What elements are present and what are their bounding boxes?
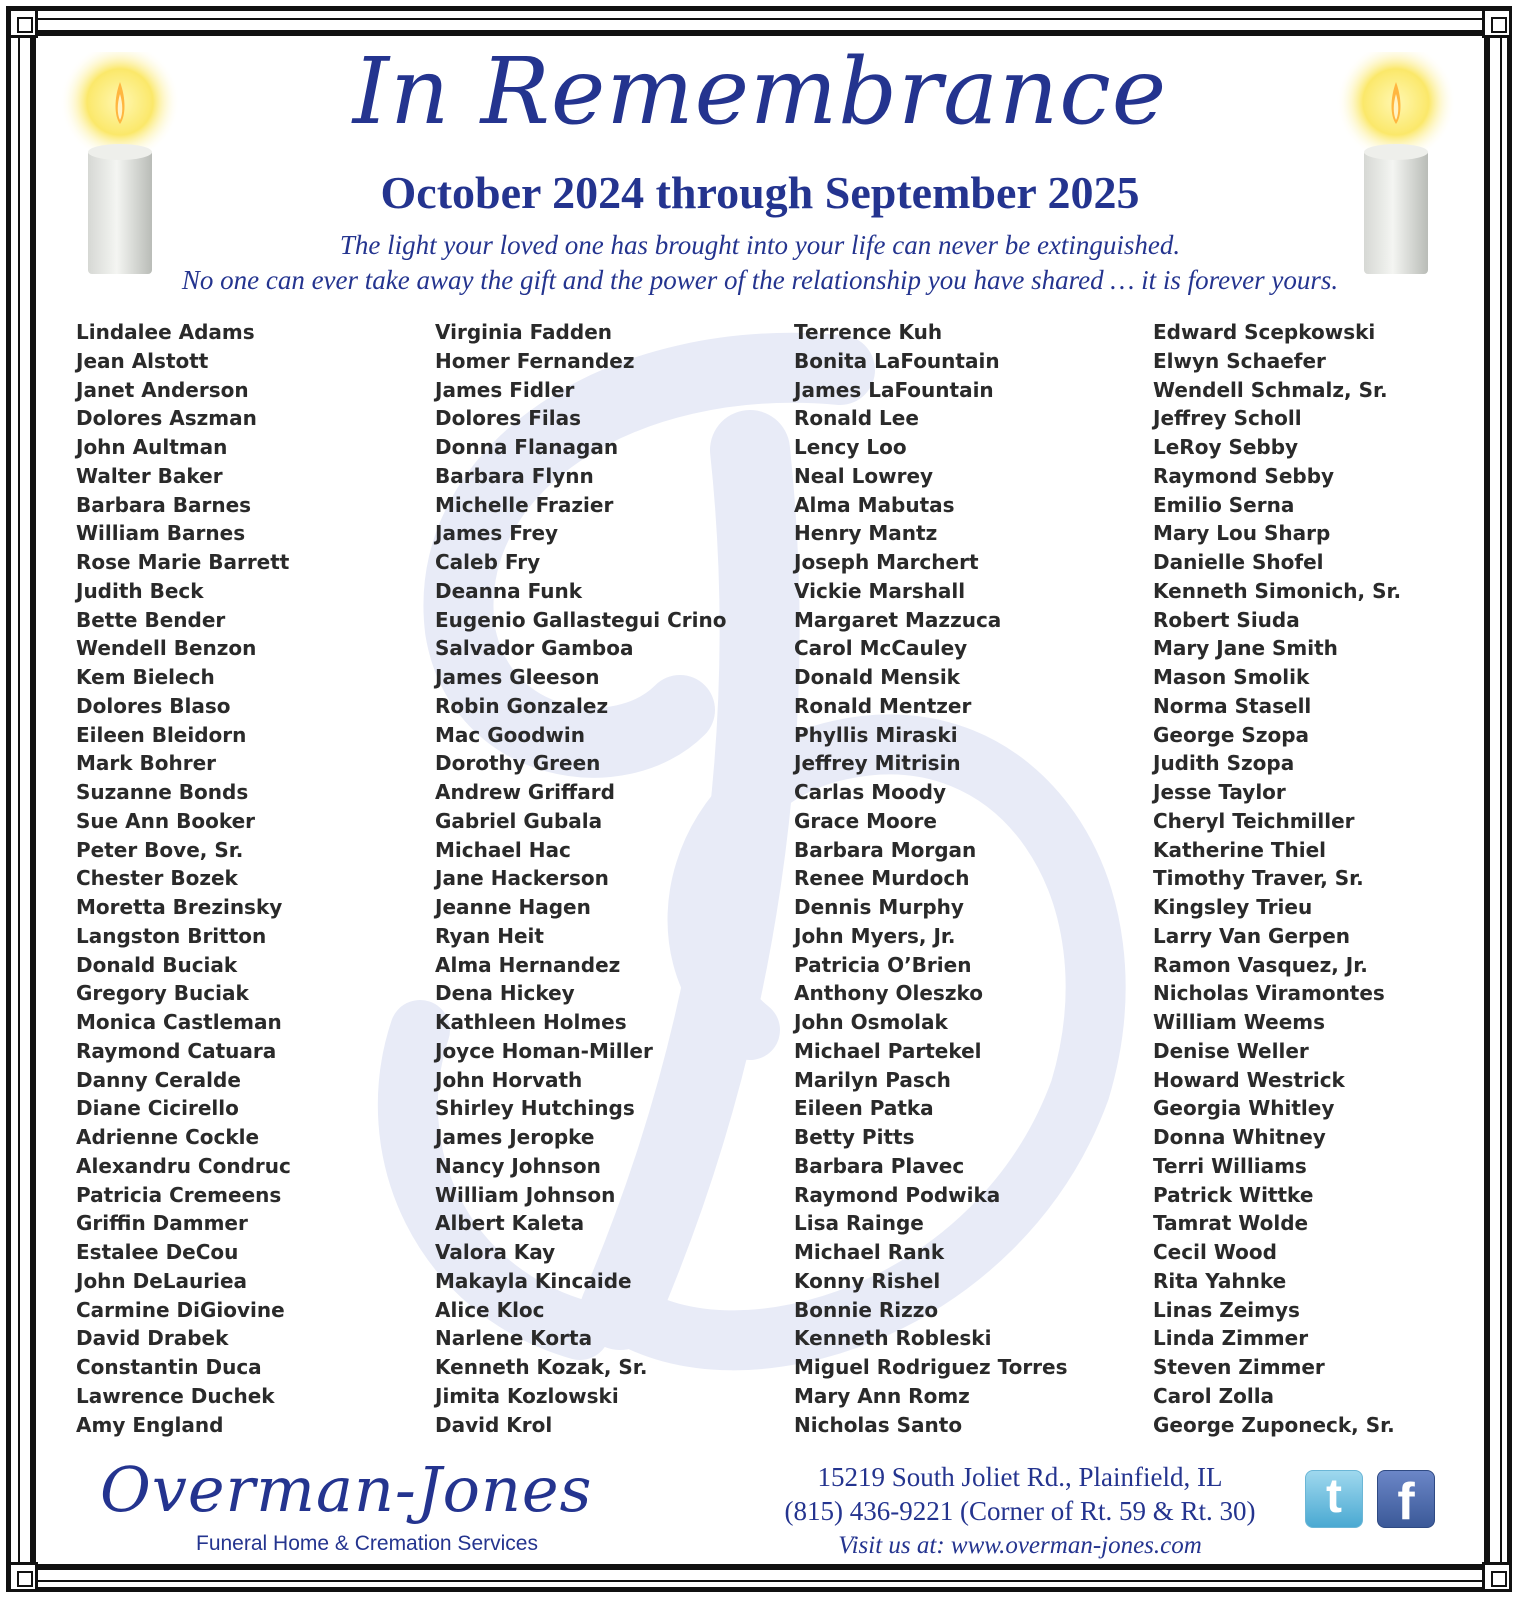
memorial-name: Terrence Kuh	[794, 320, 943, 344]
corner-ornament	[1482, 8, 1512, 38]
address: 15219 South Joliet Rd., Plainfield, IL	[817, 1462, 1223, 1492]
memorial-name: Jean Alstott	[76, 348, 209, 373]
memorial-name: Narlene Korta	[435, 1326, 593, 1351]
memorial-name: Margaret Mazzuca	[794, 607, 1002, 632]
memorial-name: Griffin Dammer	[76, 1211, 248, 1236]
memorial-name: Dolores Blaso	[76, 693, 231, 718]
date-range: October 2024 through September 2025	[380, 167, 1140, 218]
memorial-name: Jesse Taylor	[1153, 780, 1286, 804]
memorial-name: Lawrence Duchek	[76, 1383, 275, 1408]
memorial-name: Eugenio Gallastegui Crino	[435, 607, 727, 632]
memorial-name: Robert Siuda	[1153, 607, 1300, 632]
memorial-name: Janet Anderson	[76, 377, 249, 402]
memorial-name: Betty Pitts	[794, 1125, 915, 1149]
memorial-name: Jeffrey Scholl	[1153, 406, 1302, 431]
memorial-name: Mark Bohrer	[76, 751, 217, 776]
memorial-name: Alma Mabutas	[794, 492, 955, 517]
memorial-name: Mac Goodwin	[435, 722, 585, 747]
memorial-name: Eileen Bleidorn	[76, 722, 247, 747]
memorial-name: John DeLauriea	[76, 1268, 248, 1293]
memorial-name: Raymond Podwika	[794, 1182, 1001, 1207]
memorial-name: Eileen Patka	[794, 1096, 934, 1121]
memorial-name: Adrienne Cockle	[76, 1125, 260, 1149]
memorial-name: Makayla Kincaide	[435, 1268, 632, 1293]
memorial-name: James Jeropke	[435, 1125, 595, 1149]
memorial-name: Carol Zolla	[1153, 1383, 1275, 1408]
memorial-name: Suzanne Bonds	[76, 780, 249, 804]
memorial-name: Donald Mensik	[794, 665, 960, 689]
memorial-name: Alexandru Condruc	[76, 1153, 291, 1178]
facebook-glyph: f	[1397, 1473, 1415, 1531]
memorial-name: James Gleeson	[435, 665, 600, 689]
memorial-name: Mary Ann Romz	[794, 1383, 970, 1408]
memorial-name: Mary Jane Smith	[1153, 636, 1338, 661]
memorial-name: Robin Gonzalez	[435, 693, 609, 718]
memorial-name: Barbara Barnes	[76, 492, 252, 517]
memorial-name: Kenneth Robleski	[794, 1326, 992, 1351]
memorial-name: Chester Bozek	[76, 866, 238, 891]
memorial-name: Renee Murdoch	[794, 866, 970, 891]
memorial-name: Kenneth Kozak, Sr.	[435, 1355, 648, 1379]
contact-info	[740, 1460, 1300, 1564]
memorial-name: Mason Smolik	[1153, 665, 1310, 689]
phone-line: (815) 436-9221 (Corner of Rt. 59 & Rt. 30)	[784, 1496, 1256, 1526]
memorial-name: Dennis Murphy	[794, 895, 964, 919]
memorial-name: Mary Lou Sharp	[1153, 521, 1331, 546]
memorial-name: Konny Rishel	[794, 1268, 941, 1293]
memorial-name: Emilio Serna	[1153, 492, 1295, 517]
memorial-name: Peter Bove, Sr.	[76, 837, 244, 862]
memorial-name: John Osmolak	[794, 1010, 948, 1034]
memorial-name: Judith Beck	[76, 578, 204, 603]
twitter-glyph: t	[1326, 1470, 1342, 1523]
memorial-name: Henry Mantz	[794, 521, 938, 546]
memorial-name: Wendell Benzon	[76, 636, 257, 661]
memorial-name: Marilyn Pasch	[794, 1067, 951, 1092]
memorial-name: Bonita LaFountain	[794, 348, 1000, 373]
memorial-name: Katherine Thiel	[1153, 837, 1326, 862]
memorial-name: Steven Zimmer	[1153, 1355, 1325, 1379]
memorial-name: Phyllis Miraski	[794, 722, 958, 747]
memorial-name: LeRoy Sebby	[1153, 435, 1299, 459]
corner-ornament	[1482, 1562, 1512, 1592]
memorial-name: Denise Weller	[1153, 1038, 1309, 1063]
memorial-name: John Horvath	[435, 1067, 583, 1092]
memorial-name: James LaFountain	[794, 377, 994, 402]
memorial-name: Dena Hickey	[435, 981, 575, 1006]
memorial-name: Jeanne Hagen	[435, 895, 591, 919]
memorial-name: Patricia Cremeens	[76, 1182, 282, 1207]
memorial-name: Danielle Shofel	[1153, 550, 1324, 574]
names-column	[1153, 318, 1476, 1444]
memorial-name: Homer Fernandez	[435, 348, 635, 373]
memorial-name: Nicholas Santo	[794, 1412, 963, 1437]
memorial-name: Diane Cicirello	[76, 1096, 239, 1121]
logo-subtitle: Funeral Home & Cremation Services	[196, 1532, 538, 1555]
memorial-name: Virginia Fadden	[435, 320, 612, 344]
website-link[interactable]: Visit us at: www.overman-jones.com	[838, 1532, 1202, 1559]
memorial-name: Shirley Hutchings	[435, 1096, 635, 1121]
memorial-name: John Myers, Jr.	[794, 923, 956, 948]
funeral-home-logo	[100, 1450, 700, 1555]
memorial-name: Lency Loo	[794, 435, 907, 459]
memorial-name: Estalee DeCou	[76, 1240, 239, 1264]
memorial-name: Grace Moore	[794, 808, 937, 833]
memorial-name: Cecil Wood	[1153, 1240, 1277, 1264]
memorial-name: George Szopa	[1153, 722, 1310, 747]
memorial-name: Carmine DiGiovine	[76, 1297, 285, 1322]
memorial-name: Elwyn Schaefer	[1153, 348, 1326, 373]
memorial-name: Kem Bielech	[76, 665, 215, 689]
memorial-name: Nancy Johnson	[435, 1153, 601, 1178]
memorial-name: Kingsley Trieu	[1153, 895, 1313, 919]
memorial-name: William Johnson	[435, 1182, 616, 1207]
names-column	[435, 318, 794, 1444]
memorial-name: Wendell Schmalz, Sr.	[1153, 377, 1388, 402]
memorial-name: Lindalee Adams	[76, 320, 255, 344]
memorial-name: Nicholas Viramontes	[1153, 981, 1385, 1006]
names-column	[76, 318, 435, 1444]
memorial-name: Cheryl Teichmiller	[1153, 808, 1355, 833]
quote-line: No one can ever take away the gift and the power of the relationship you have shared … it is forever yours.	[181, 265, 1339, 295]
memorial-name: Gabriel Gubala	[435, 808, 603, 833]
memorial-name: Donald Buciak	[76, 952, 238, 977]
memorial-name: Bette Bender	[76, 607, 226, 632]
memorial-name: Edward Scepkowski	[1153, 320, 1376, 344]
memorial-name: Albert Kaleta	[435, 1211, 585, 1236]
memorial-name: James Fidler	[435, 377, 575, 402]
memorial-name: Timothy Traver, Sr.	[1153, 866, 1364, 891]
memorial-name: Michael Rank	[794, 1240, 945, 1264]
memorial-name: Barbara Plavec	[794, 1153, 965, 1178]
memorial-name: Caleb Fry	[435, 550, 541, 574]
memorial-name: James Frey	[435, 521, 559, 546]
corner-ornament	[8, 1562, 38, 1592]
memorial-name: William Weems	[1153, 1010, 1326, 1034]
memorial-name: Langston Britton	[76, 923, 267, 948]
memorial-name: Walter Baker	[76, 463, 223, 488]
memorial-name: Vickie Marshall	[794, 578, 966, 603]
memorial-name: Georgia Whitley	[1153, 1096, 1335, 1121]
memorial-name: Bonnie Rizzo	[794, 1297, 939, 1322]
memorial-name: Lisa Rainge	[794, 1211, 924, 1236]
memorial-name: Joseph Marchert	[794, 550, 979, 574]
memorial-name: Anthony Oleszko	[794, 981, 983, 1006]
memorial-name: Norma Stasell	[1153, 693, 1312, 718]
memorial-name: Judith Szopa	[1153, 751, 1295, 776]
memorial-name: Tamrat Wolde	[1153, 1211, 1309, 1236]
memorial-name: Kenneth Simonich, Sr.	[1153, 578, 1402, 603]
memorial-name: Neal Lowrey	[794, 463, 934, 488]
memorial-name: Dolores Aszman	[76, 406, 257, 431]
memorial-name: Kathleen Holmes	[435, 1010, 627, 1034]
memorial-name: Danny Ceralde	[76, 1067, 241, 1092]
memorial-name: Rose Marie Barrett	[76, 550, 290, 574]
memorial-name: Ryan Heit	[435, 923, 544, 948]
memorial-name: Rita Yahnke	[1153, 1268, 1287, 1293]
memorial-name: Ronald Lee	[794, 406, 919, 431]
memorial-name: Michael Hac	[435, 837, 571, 862]
logo-wordmark: Overman-Jones	[100, 1453, 593, 1526]
memorial-name: Gregory Buciak	[76, 981, 249, 1006]
memorial-name: David Krol	[435, 1412, 553, 1437]
memorial-name: Constantin Duca	[76, 1355, 262, 1379]
memorial-name: William Barnes	[76, 521, 246, 546]
memorial-name: Howard Westrick	[1153, 1067, 1345, 1092]
memorial-name: Jane Hackerson	[435, 866, 609, 891]
corner-ornament	[8, 8, 38, 38]
memorial-name: Ramon Vasquez, Jr.	[1153, 952, 1368, 977]
names-column	[794, 318, 1153, 1444]
memorial-name: Terri Williams	[1153, 1153, 1307, 1178]
memorial-name: John Aultman	[76, 435, 228, 459]
memorial-name: Linas Zeimys	[1153, 1297, 1300, 1322]
memorial-name: Andrew Griffard	[435, 780, 615, 804]
memorial-name: Alma Hernandez	[435, 952, 621, 977]
facebook-icon[interactable]	[1377, 1470, 1435, 1531]
memorial-name: Patrick Wittke	[1153, 1182, 1314, 1207]
memorial-name: Miguel Rodriguez Torres	[794, 1355, 1068, 1379]
memorial-name: Deanna Funk	[435, 578, 583, 603]
memorial-name: Monica Castleman	[76, 1010, 282, 1034]
memorial-name: Michael Partekel	[794, 1038, 982, 1063]
memorial-name: Carol McCauley	[794, 636, 968, 661]
memorial-name: Alice Kloc	[435, 1297, 545, 1322]
names-list	[76, 318, 1476, 1444]
memorial-name: David Drabek	[76, 1326, 229, 1351]
memorial-name: Joyce Homan-Miller	[435, 1038, 653, 1063]
memorial-name: Dolores Filas	[435, 406, 582, 431]
memorial-name: Donna Whitney	[1153, 1125, 1326, 1149]
memorial-name: Barbara Flynn	[435, 463, 594, 488]
memorial-name: Donna Flanagan	[435, 435, 619, 459]
memorial-name: Raymond Sebby	[1153, 463, 1335, 488]
memorial-name: Salvador Gamboa	[435, 636, 634, 661]
memorial-name: Linda Zimmer	[1153, 1326, 1309, 1351]
page-title: In Remembrance	[352, 38, 1168, 145]
memorial-name: Dorothy Green	[435, 751, 601, 776]
memorial-name: Michelle Frazier	[435, 492, 614, 517]
memorial-name: George Zuponeck, Sr.	[1153, 1412, 1395, 1437]
memorial-name: Raymond Catuara	[76, 1038, 277, 1063]
memorial-name: Jeffrey Mitrisin	[794, 751, 961, 776]
memorial-name: Patricia O’Brien	[794, 952, 972, 977]
memorial-name: Carlas Moody	[794, 780, 946, 804]
memorial-name: Valora Kay	[435, 1240, 556, 1264]
memorial-name: Moretta Brezinsky	[76, 895, 283, 919]
twitter-icon[interactable]	[1305, 1470, 1363, 1528]
memorial-name: Jimita Kozlowski	[435, 1383, 619, 1408]
memorial-name: Sue Ann Booker	[76, 808, 256, 833]
quote-line: The light your loved one has brought into your life can never be extinguished.	[339, 230, 1181, 260]
memorial-name: Barbara Morgan	[794, 837, 977, 862]
memorial-name: Larry Van Gerpen	[1153, 923, 1351, 948]
memorial-name: Ronald Mentzer	[794, 693, 972, 718]
memorial-name: Amy England	[76, 1412, 224, 1437]
